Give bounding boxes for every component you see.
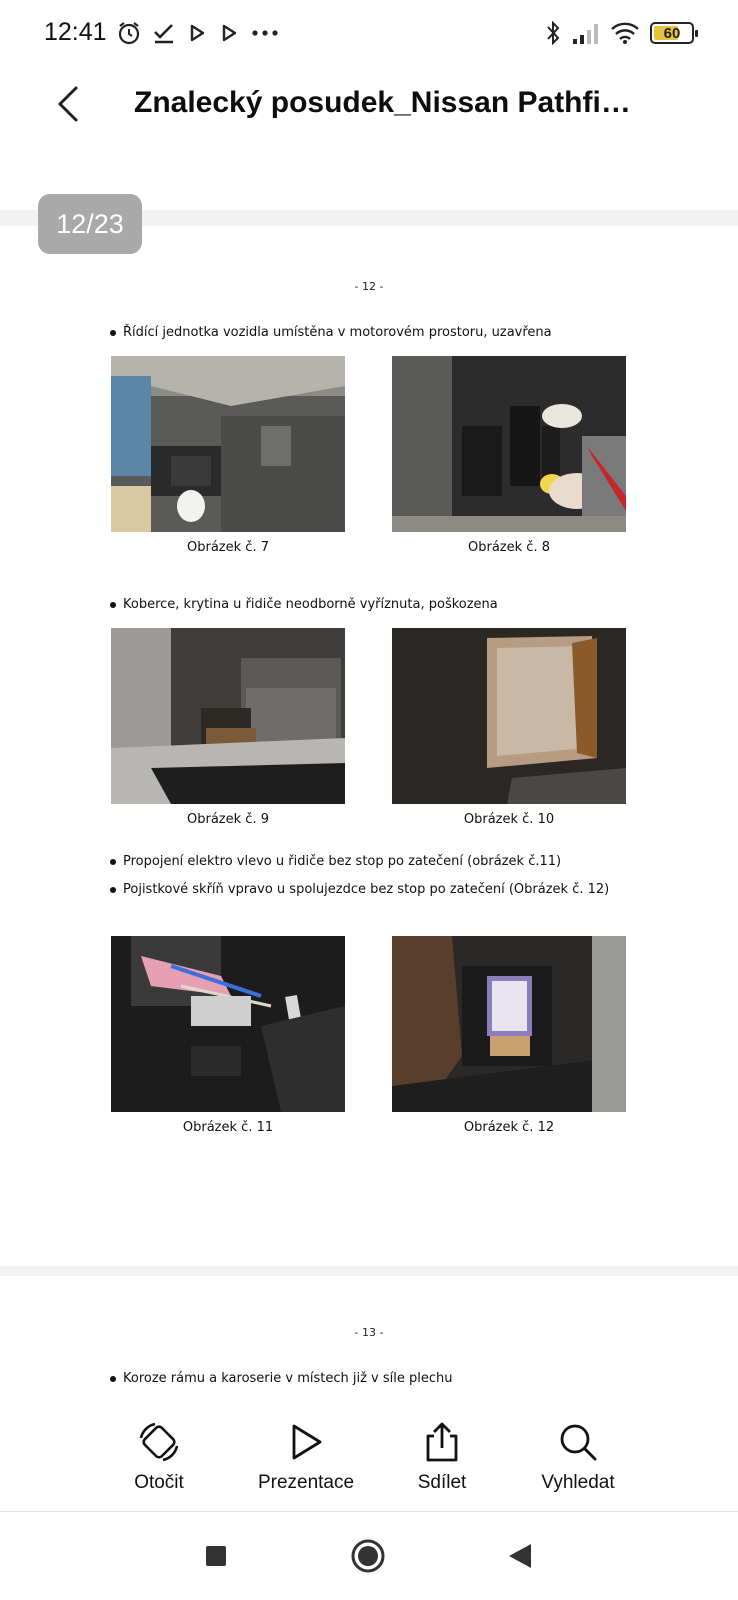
page-indicator: 12/23: [38, 194, 142, 254]
more-dots-icon: [250, 22, 280, 44]
bullet-item: [110, 882, 609, 897]
photo-engine-bay: [111, 356, 345, 532]
back-button[interactable]: [44, 80, 92, 128]
photo-caption: Obrázek č. 7: [187, 540, 269, 555]
photo-caption: Obrázek č. 8: [468, 540, 550, 555]
status-icons-left: [116, 18, 280, 48]
chevron-left-icon: [54, 84, 82, 124]
bullet-text: Pojistkové skříň vpravo u spolujezdce bez stop po zatečení (Obrázek č. 12): [123, 882, 610, 897]
bullet-text: Řídící jednotka vozidla umístěna v motorovém prostoru, uzavřena: [123, 325, 552, 340]
document-page-13: [0, 1276, 738, 1410]
bullet-item: [110, 1371, 453, 1386]
share-label: Sdílet: [417, 1472, 467, 1493]
bullet-item: [110, 854, 561, 869]
document-viewer[interactable]: [0, 210, 738, 1410]
bluetooth-icon: [544, 20, 562, 46]
bullet-dot: [110, 1376, 116, 1382]
status-bar: [0, 0, 738, 66]
search-button[interactable]: [508, 1420, 648, 1494]
bullet-dot: [110, 887, 116, 893]
photo-caption: Obrázek č. 10: [463, 812, 555, 827]
rotate-button[interactable]: [89, 1420, 229, 1494]
bullet-text: Propojení elektro vlevo u řidiče bez stop po zatečení (obrázek č.11): [123, 854, 562, 869]
play-icon: [284, 1420, 328, 1464]
share-button[interactable]: [372, 1420, 512, 1494]
bullet-dot: [110, 859, 116, 865]
recents-square-icon: [204, 1544, 228, 1568]
photo-cut-carpet: [392, 628, 626, 804]
rotate-icon: [137, 1420, 181, 1464]
presentation-button[interactable]: [236, 1420, 376, 1494]
play-icon: [218, 22, 240, 44]
bullet-item: [110, 597, 498, 612]
document-page-12: [0, 226, 738, 1266]
photo-caption: Obrázek č. 9: [187, 812, 269, 827]
alarm-icon: [116, 20, 142, 46]
rotate-label: Otočit: [134, 1472, 184, 1493]
page-number: - 12 -: [354, 280, 384, 293]
bullet-text: Koroze rámu a karoserie v místech již v síle plechu: [123, 1371, 453, 1386]
photo-caption: Obrázek č. 11: [182, 1120, 274, 1135]
back-nav-button[interactable]: [498, 1534, 542, 1578]
check-icon: [152, 21, 176, 45]
page-number: - 13 -: [354, 1326, 384, 1339]
battery-icon: [650, 22, 694, 44]
presentation-label: Prezentace: [257, 1472, 355, 1493]
bullet-dot: [110, 602, 116, 608]
recents-button[interactable]: [194, 1534, 238, 1578]
header: [0, 66, 738, 166]
search-label: Vyhledat: [541, 1472, 615, 1493]
home-circle-icon: [350, 1538, 386, 1574]
photo-fuse-box: [392, 936, 626, 1112]
status-time: 12:41: [44, 18, 107, 46]
play-icon: [186, 22, 208, 44]
back-triangle-icon: [507, 1542, 533, 1570]
search-icon: [556, 1420, 600, 1464]
battery-level: 60: [663, 24, 681, 42]
signal-icon: [572, 21, 600, 45]
status-icons-right: [544, 18, 694, 48]
photo-control-unit: [392, 356, 626, 532]
share-icon: [420, 1420, 464, 1464]
system-nav-bar: [0, 1512, 738, 1600]
photo-driver-floor: [111, 628, 345, 804]
bottom-toolbar: [0, 1400, 738, 1512]
home-button[interactable]: [346, 1534, 390, 1578]
bullet-text: Koberce, krytina u řidiče neodborně vyříznuta, poškozena: [123, 597, 498, 612]
photo-wiring: [111, 936, 345, 1112]
wifi-icon: [610, 21, 640, 45]
photo-caption: Obrázek č. 12: [463, 1120, 555, 1135]
bullet-dot: [110, 330, 116, 336]
document-title: Znalecký posudek_Nissan Pathfi…: [134, 86, 631, 119]
bullet-item: [110, 325, 552, 340]
